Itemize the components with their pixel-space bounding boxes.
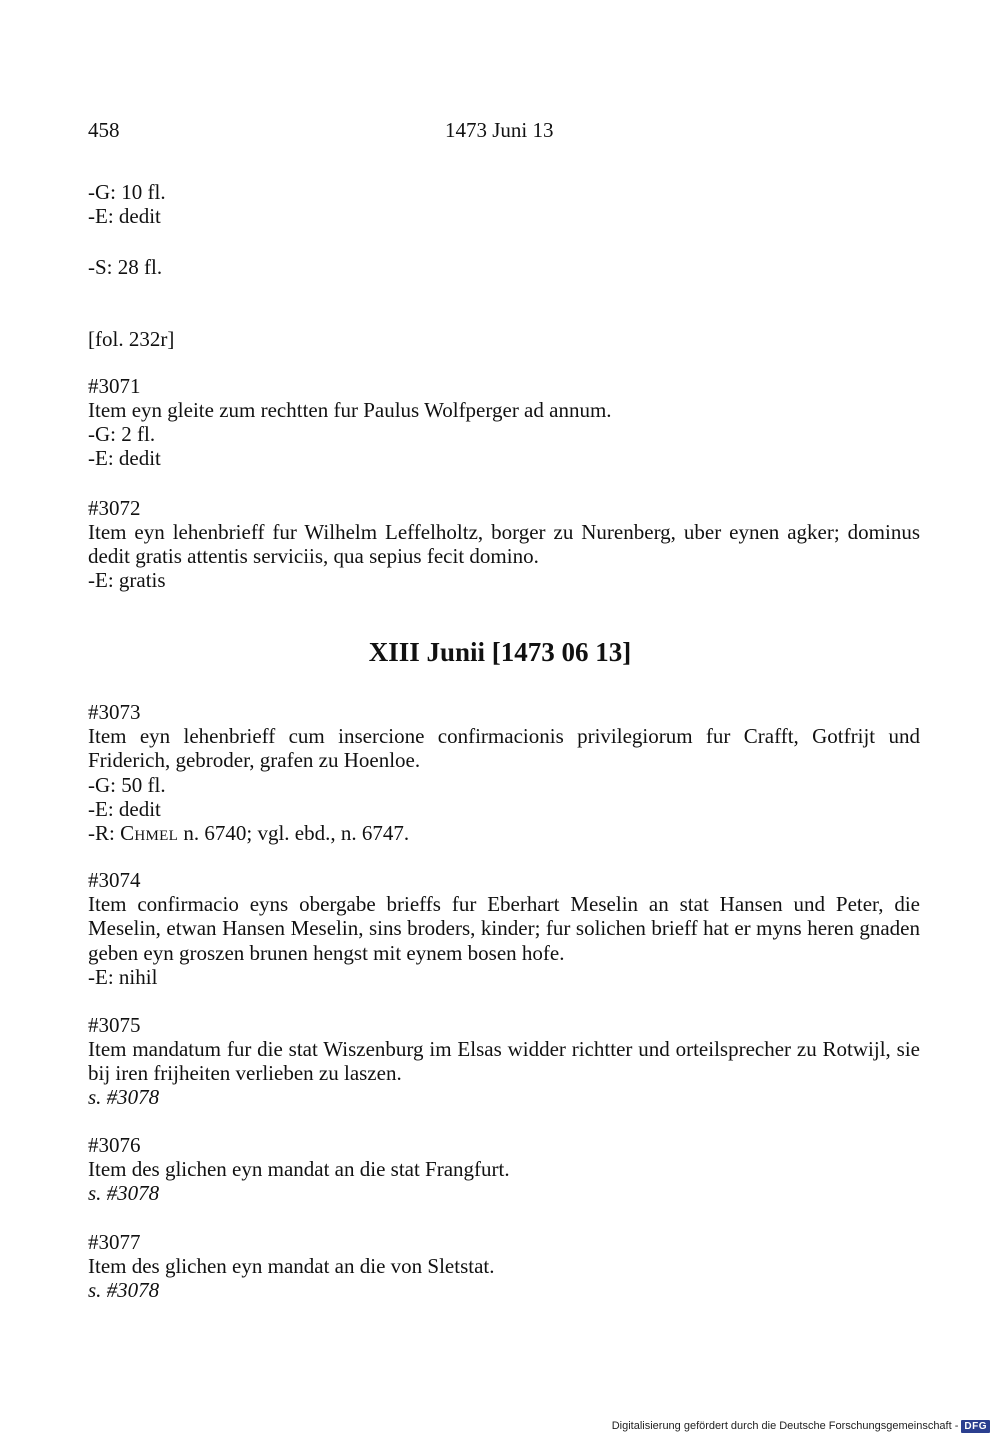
entry-3072-id: #3072 <box>88 496 141 520</box>
entry-3073-text: Item eyn lehenbrieff cum insercione confirmacionis privilegiorum fur Crafft, Gotfrijt und Friderich, gebroder, grafen zu Hoenloe. <box>88 724 920 773</box>
folio-reference: [fol. 232r] <box>88 327 175 351</box>
entry-3071-id: #3071 <box>88 374 141 398</box>
page-number: 458 <box>88 118 120 142</box>
entry-3077-id: #3077 <box>88 1230 141 1254</box>
entry-3073-r <box>88 821 409 845</box>
entry-3077-text: Item des glichen eyn mandat an die von Sletstat. <box>88 1254 495 1278</box>
entry-3075-ref: s. #3078 <box>88 1085 160 1109</box>
entry-3071-g: -G: 2 fl. <box>88 422 156 446</box>
running-head: 1473 Juni 13 <box>445 118 554 142</box>
top-entry-e: -E: dedit <box>88 204 161 228</box>
section-heading: XIII Junii [1473 06 13] <box>368 637 632 667</box>
entry-3073-r-author: Chmel <box>120 821 179 845</box>
entry-3076-text: Item des glichen eyn mandat an die stat Frangfurt. <box>88 1157 510 1181</box>
entry-3073-id: #3073 <box>88 700 141 724</box>
entry-3072-e: -E: gratis <box>88 568 166 592</box>
entry-3071-text: Item eyn gleite zum rechtten fur Paulus Wolfperger ad annum. <box>88 398 612 422</box>
entry-3071-e: -E: dedit <box>88 446 161 470</box>
entry-3075-id: #3075 <box>88 1013 141 1037</box>
entry-3074-e: -E: nihil <box>88 965 158 989</box>
entry-3074-text: Item confirmacio eyns obergabe brieffs fur Eberhart Meselin an stat Hansen und Peter, die Meselin, etwan Hansen Meselin, sins broders, kinder; fur solichen brieff hat er myns heren gnaden geben eyn groszen brunen hengst mit eynem bosen hofe. <box>88 892 920 965</box>
entry-3073-g: -G: 50 fl. <box>88 773 166 797</box>
dfg-logo: DFG <box>961 1420 990 1433</box>
top-entry-s: -S: 28 fl. <box>88 255 163 279</box>
entry-3072-text: Item eyn lehenbrieff fur Wilhelm Leffelholtz, borger zu Nurenberg, uber eynen agker; dominus dedit gratis attentis serviciis, qua sepius fecit domino. <box>88 520 920 569</box>
top-entry-g: -G: 10 fl. <box>88 180 166 204</box>
digitization-footer <box>612 1419 990 1433</box>
entry-3074-id: #3074 <box>88 868 141 892</box>
entry-3073-r-rest: n. 6740; vgl. ebd., n. 6747. <box>178 821 410 845</box>
entry-3073-r-prefix: -R: <box>88 821 121 845</box>
footer-text: Digitalisierung gefördert durch die Deutsche Forschungsgemeinschaft - <box>611 1420 959 1432</box>
entry-3077-ref: s. #3078 <box>88 1278 160 1302</box>
entry-3076-ref: s. #3078 <box>88 1181 160 1205</box>
entry-3073-e: -E: dedit <box>88 797 161 821</box>
entry-3076-id: #3076 <box>88 1133 141 1157</box>
entry-3075-text: Item mandatum fur die stat Wiszenburg im Elsas widder richtter und orteilsprecher zu Rotwijl, sie bij iren frijheiten verlieben zu laszen. <box>88 1037 920 1086</box>
